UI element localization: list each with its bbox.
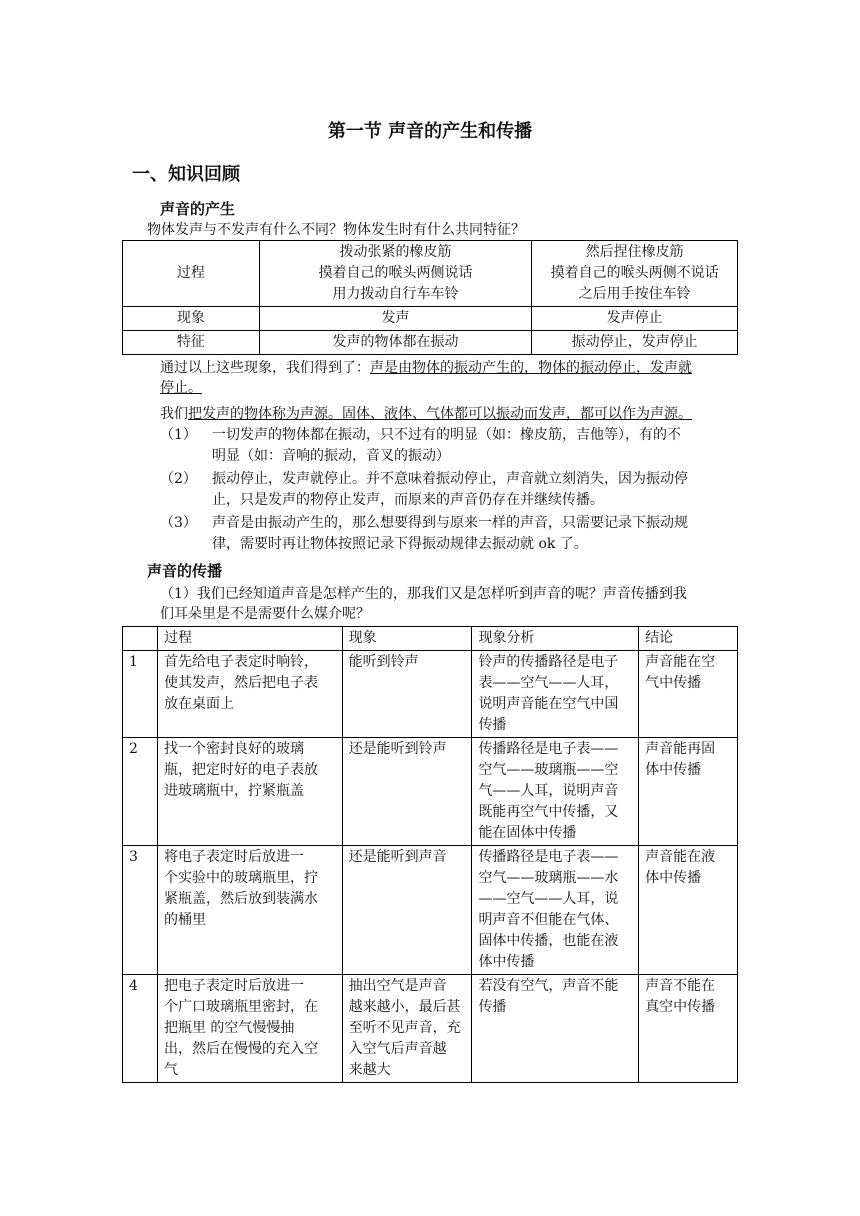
sound-source-paragraph bbox=[160, 404, 760, 424]
cell-text-line: 声音能在液 bbox=[645, 849, 716, 865]
analysis-cell bbox=[472, 651, 639, 738]
conclusion-paragraph bbox=[160, 358, 740, 398]
conclusion-underlined-end: 停止。 bbox=[160, 380, 202, 396]
cell-text-line: 能听到铃声 bbox=[348, 654, 419, 670]
page-title: 第一节 声音的产生和传播 bbox=[327, 121, 533, 142]
production-table bbox=[122, 240, 738, 355]
phenomenon-cell bbox=[342, 651, 472, 738]
note-item-2 bbox=[160, 469, 738, 511]
cell-text-line: 表——空气——人耳， bbox=[478, 675, 619, 691]
cell-text-line: 若没有空气，声音不能 bbox=[478, 978, 619, 994]
cell-text-line: 现象 bbox=[176, 310, 205, 326]
process-cell bbox=[157, 975, 342, 1083]
note-text-line: 一切发声的物体都在振动，只不过有的明显（如：橡皮筋，吉他等），有的不 bbox=[212, 427, 681, 443]
phenomenon-cell bbox=[342, 738, 472, 846]
cell-text-line: 个实验中的玻璃瓶里，拧 bbox=[163, 870, 318, 886]
cell-text-line: 瓶，把定时好的电子表放 bbox=[163, 762, 318, 778]
cell-text-line: 越来越小，最后甚 bbox=[348, 999, 461, 1015]
note-item-1 bbox=[160, 425, 738, 467]
cell-text-line: 将电子表定时后放进一 bbox=[163, 849, 304, 865]
question-propagation bbox=[160, 584, 740, 624]
analysis-cell bbox=[472, 738, 639, 846]
process-cell bbox=[157, 846, 342, 975]
cell-text-line: 过程 bbox=[163, 630, 192, 646]
table-header-row bbox=[123, 627, 738, 651]
cell-text-line: 声音能在空 bbox=[645, 654, 716, 670]
sounding-cell bbox=[259, 241, 532, 307]
row-label-cell bbox=[123, 331, 260, 355]
note-number: （3） bbox=[160, 515, 197, 531]
cell-text-line: 然后捏住橡皮筋 bbox=[585, 244, 684, 260]
conclusion-prefix: 通过以上这些现象，我们得到了： bbox=[160, 360, 370, 376]
note-item-3 bbox=[160, 513, 738, 555]
table-row bbox=[123, 975, 738, 1083]
cell-text-line: 特征 bbox=[176, 334, 205, 350]
analysis-cell bbox=[472, 846, 639, 975]
cell-text-line: 来越大 bbox=[348, 1062, 391, 1078]
note-number: （2） bbox=[160, 471, 197, 487]
note-text-line: 止，只是发声的物停止发声，而原来的声音仍存在并继续传播。 bbox=[212, 492, 604, 508]
conclusion-cell bbox=[639, 846, 738, 975]
note-number: （1） bbox=[160, 427, 197, 443]
cell-text-line: 紧瓶盖，然后放到装满水 bbox=[163, 891, 318, 907]
cell-text-line: 气 bbox=[163, 1062, 178, 1078]
cell-text-line: 传播路径是电子表—— bbox=[478, 741, 619, 757]
cell-text-line: 振动停止，发声停止 bbox=[571, 334, 698, 350]
cell-text-line: 铃声的传播路径是电子 bbox=[478, 654, 619, 670]
header-cell bbox=[123, 627, 158, 651]
note-text-line: 律，需要时再让物体按照记录下得振动规律去振动就 ok 了。 bbox=[212, 536, 588, 552]
cell-text-line: 发声停止 bbox=[606, 310, 663, 326]
sounding-cell bbox=[259, 331, 532, 355]
header-cell bbox=[639, 627, 738, 651]
cell-text-line: 出，然后在慢慢的充入空 bbox=[163, 1041, 318, 1057]
table-row bbox=[123, 738, 738, 846]
row-number-cell bbox=[123, 738, 158, 846]
cell-text-line: 既能再空气中传播，又 bbox=[478, 804, 619, 820]
cell-text-line: 气——人耳，说明声音 bbox=[478, 783, 619, 799]
conclusion-cell bbox=[639, 738, 738, 846]
process-cell bbox=[157, 651, 342, 738]
cell-text-line: 摸着自己的喉头两侧不说话 bbox=[550, 265, 719, 281]
cell-text-line: 现象分析 bbox=[478, 630, 535, 646]
conclusion-cell bbox=[639, 975, 738, 1083]
silent-cell bbox=[532, 307, 738, 331]
table-row bbox=[123, 307, 738, 331]
cell-text-line: 首先给电子表定时响铃， bbox=[163, 654, 318, 670]
cell-text-line: 声音能再固 bbox=[645, 741, 716, 757]
cell-text-line: 进玻璃瓶中，拧紧瓶盖 bbox=[163, 783, 304, 799]
cell-text-line: 找一个密封良好的玻璃 bbox=[163, 741, 304, 757]
cell-text-line: 1 bbox=[129, 654, 138, 670]
cell-text-line: 传播 bbox=[478, 999, 507, 1015]
analysis-cell bbox=[472, 975, 639, 1083]
cell-text-line: 空气——玻璃瓶——空 bbox=[478, 762, 619, 778]
process-cell bbox=[157, 738, 342, 846]
source-definition: 把发声的物体称为声源。固体、液体、气体都可以振动而发声，都可以作为声源。 bbox=[188, 406, 692, 422]
cell-text-line: 入空气后声音越 bbox=[348, 1041, 447, 1057]
question-line: 们耳朵里是不是需要什么媒介呢？ bbox=[160, 606, 370, 622]
cell-text-line: 把瓶里 的空气慢慢抽 bbox=[163, 1020, 295, 1036]
cell-text-line: 之后用手按住车铃 bbox=[578, 286, 691, 302]
table-row bbox=[123, 241, 738, 307]
note-text-line: 明显（如：音响的振动，音叉的振动） bbox=[212, 448, 450, 464]
cell-text-line: 使其发声，然后把电子表 bbox=[163, 675, 318, 691]
cell-text-line: 抽出空气是声音 bbox=[348, 978, 447, 994]
header-cell bbox=[342, 627, 472, 651]
cell-text-line: 的桶里 bbox=[163, 912, 206, 928]
subsection-heading-propagation: 声音的传播 bbox=[147, 562, 223, 580]
header-cell bbox=[472, 627, 639, 651]
cell-text-line: 至听不见声音，充 bbox=[348, 1020, 461, 1036]
cell-text-line: 放在桌面上 bbox=[163, 696, 234, 712]
row-label-cell bbox=[123, 307, 260, 331]
cell-text-line: 现象 bbox=[348, 630, 377, 646]
cell-text-line: 4 bbox=[129, 978, 138, 994]
cell-text-line: 气中传播 bbox=[645, 675, 702, 691]
question-production: 物体发声与不发声有什么不同？物体发生时有什么共同特征？ bbox=[147, 222, 525, 238]
row-number-cell bbox=[123, 846, 158, 975]
cell-text-line: 还是能听到铃声 bbox=[348, 741, 447, 757]
cell-text-line: 体中传播 bbox=[645, 762, 702, 778]
cell-text-line: 体中传播 bbox=[478, 954, 535, 970]
cell-text-line: 说明声音能在空气中国 bbox=[478, 696, 619, 712]
table-row bbox=[123, 331, 738, 355]
cell-text-line: 声音不能在 bbox=[645, 978, 716, 994]
cell-text-line: 还是能听到声音 bbox=[348, 849, 447, 865]
cell-text-line: 个广口玻璃瓶里密封，在 bbox=[163, 999, 318, 1015]
cell-text-line: 真空中传播 bbox=[645, 999, 716, 1015]
cell-text-line: 发声的物体都在振动 bbox=[332, 334, 459, 350]
conclusion-underlined: 声是由物体的振动产生的，物体的振动停止，发声就 bbox=[370, 360, 692, 376]
conclusion-cell bbox=[639, 651, 738, 738]
cell-text-line: 体中传播 bbox=[645, 870, 702, 886]
row-label-cell bbox=[123, 241, 260, 307]
cell-text-line: 摸着自己的喉头两侧说话 bbox=[318, 265, 473, 281]
silent-cell bbox=[532, 241, 738, 307]
cell-text-line: 空气——玻璃瓶——水 bbox=[478, 870, 619, 886]
cell-text-line: 传播 bbox=[478, 717, 507, 733]
sounding-cell bbox=[259, 307, 532, 331]
table-row bbox=[123, 651, 738, 738]
note-text-line: 声音是由振动产生的，那么想要得到与原来一样的声音，只需要记录下振动规 bbox=[212, 515, 688, 531]
cell-text-line: 用力拨动自行车车铃 bbox=[332, 286, 459, 302]
cell-text-line: 过程 bbox=[176, 265, 205, 281]
cell-text-line: 把电子表定时后放进一 bbox=[163, 978, 304, 994]
phenomenon-cell bbox=[342, 975, 472, 1083]
cell-text-line: 结论 bbox=[645, 630, 674, 646]
cell-text-line: 固体中传播，也能在液 bbox=[478, 933, 619, 949]
cell-text-line: 明声音不但能在气体、 bbox=[478, 912, 619, 928]
phenomenon-cell bbox=[342, 846, 472, 975]
question-line: （1）我们已经知道声音是怎样产生的，那我们又是怎样听到声音的呢？声音传播到我 bbox=[160, 586, 687, 602]
subsection-heading-production: 声音的产生 bbox=[160, 200, 236, 218]
cell-text-line: 发声 bbox=[381, 310, 410, 326]
cell-text-line: 2 bbox=[129, 741, 138, 757]
row-number-cell bbox=[123, 651, 158, 738]
cell-text-line: 拨动张紧的橡皮筋 bbox=[339, 244, 452, 260]
cell-text-line: 能在固体中传播 bbox=[478, 825, 577, 841]
cell-text-line: 传播路径是电子表—— bbox=[478, 849, 619, 865]
silent-cell bbox=[532, 331, 738, 355]
row-number-cell bbox=[123, 975, 158, 1083]
section-heading: 一、知识回顾 bbox=[132, 164, 240, 185]
note-text-line: 振动停止，发声就停止。并不意味着振动停止，声音就立刻消失，因为振动停 bbox=[212, 471, 688, 487]
header-cell bbox=[157, 627, 342, 651]
table-row bbox=[123, 846, 738, 975]
cell-text-line: 3 bbox=[129, 849, 138, 865]
cell-text-line: ——空气——人耳，说 bbox=[478, 891, 619, 907]
propagation-table bbox=[122, 626, 738, 1083]
source-prefix: 我们 bbox=[160, 406, 188, 422]
